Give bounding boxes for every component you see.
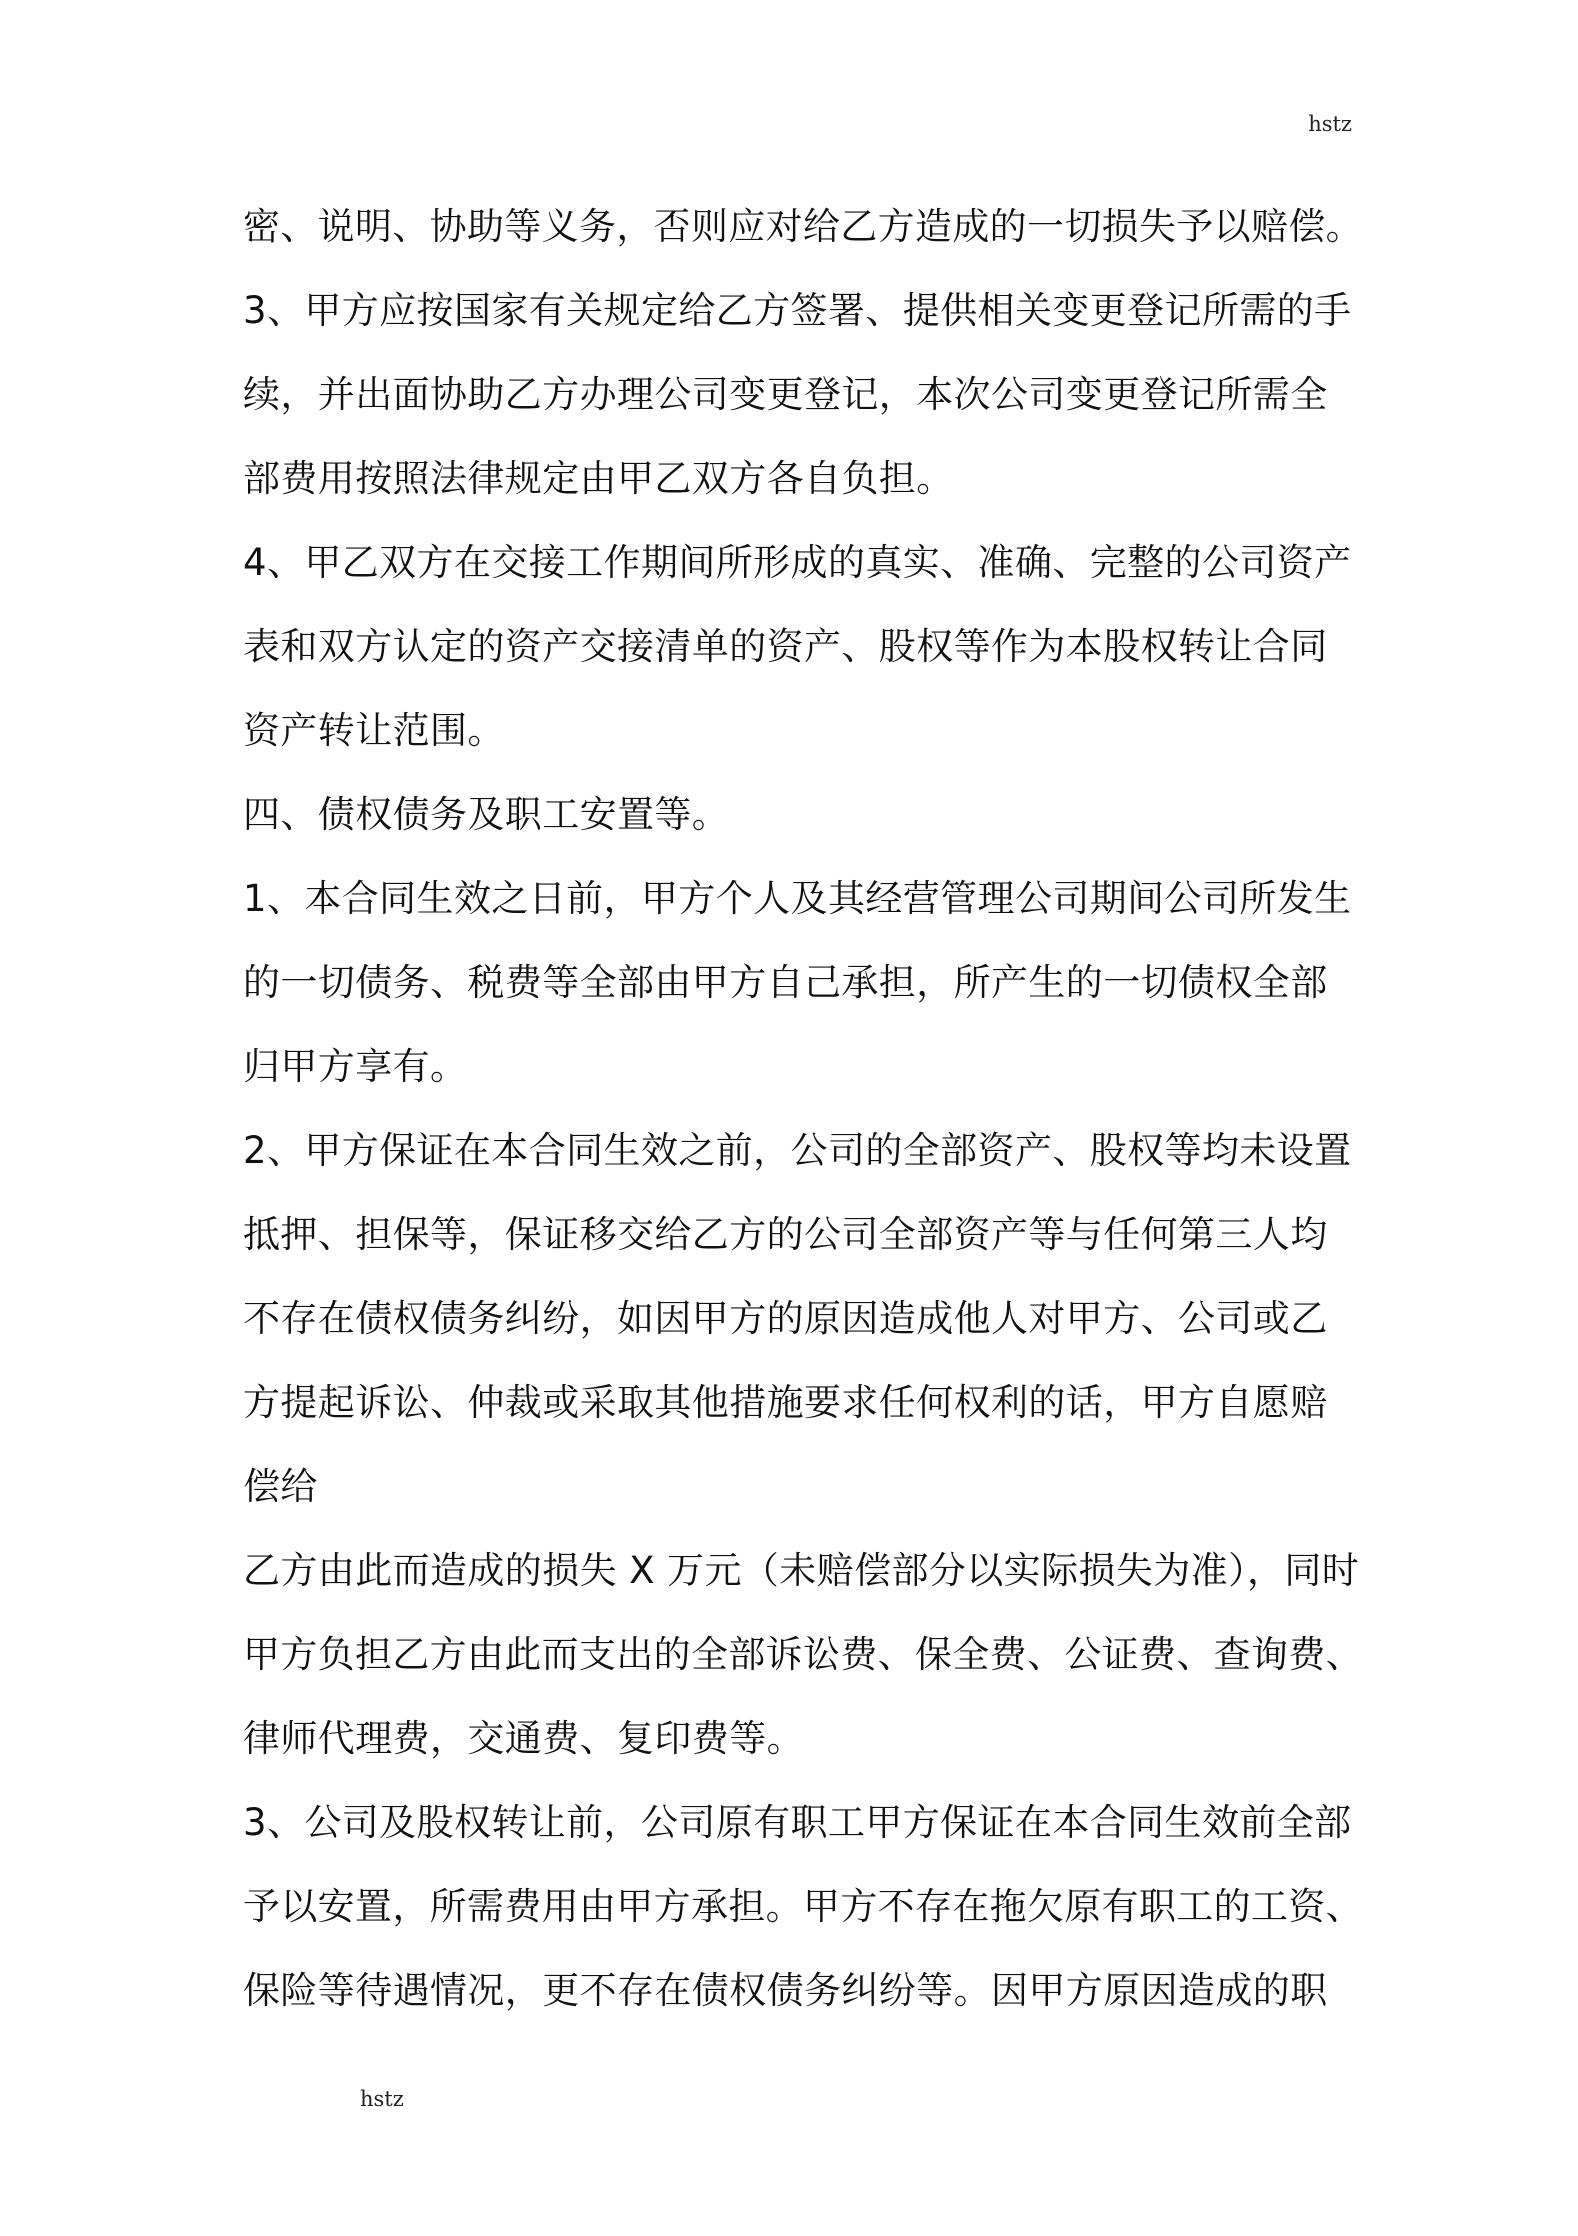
text-line: 不存在债权债务纠纷，如因甲方的原因造成他人对甲方、公司或乙 (243, 1297, 1328, 1340)
text-line: 2、甲方保证在本合同生效之前，公司的全部资产、股权等均未设置 (243, 1129, 1352, 1172)
text-line: 甲方负担乙方由此而支出的全部诉讼费、保全费、公证费、查询费、 (243, 1633, 1363, 1676)
page-header-mark: hstz (1308, 112, 1352, 136)
text-line: 律师代理费，交通费、复印费等。 (243, 1717, 804, 1760)
text-line: 1、本合同生效之日前，甲方个人及其经营管理公司期间公司所发生 (243, 877, 1352, 920)
text-line: 偿给 (243, 1465, 318, 1508)
page-footer-mark: hstz (360, 2087, 404, 2111)
text-line: 乙方由此而造成的损失 X 万元（未赔偿部分以实际损失为准），同时 (243, 1549, 1360, 1592)
text-line: 续，并出面协助乙方办理公司变更登记，本次公司变更登记所需全 (243, 373, 1328, 416)
text-line: 保险等待遇情况，更不存在债权债务纠纷等。因甲方原因造成的职 (243, 1969, 1328, 2012)
text-line: 3、公司及股权转让前，公司原有职工甲方保证在本合同生效前全部 (243, 1801, 1352, 1844)
section-heading: 四、债权债务及职工安置等。 (243, 793, 730, 836)
text-line: 予以安置，所需费用由甲方承担。甲方不存在拖欠原有职工的工资、 (243, 1885, 1363, 1928)
text-line: 抵押、担保等，保证移交给乙方的公司全部资产等与任何第三人均 (243, 1213, 1328, 1256)
text-line: 4、甲乙双方在交接工作期间所形成的真实、准确、完整的公司资产 (243, 541, 1352, 584)
text-line: 3、甲方应按国家有关规定给乙方签署、提供相关变更登记所需的手 (243, 289, 1352, 332)
text-line: 方提起诉讼、仲裁或采取其他措施要求任何权利的话，甲方自愿赔 (243, 1381, 1328, 1424)
text-line: 部费用按照法律规定由甲乙双方各自负担。 (243, 457, 954, 500)
text-line: 的一切债务、税费等全部由甲方自己承担，所产生的一切债权全部 (243, 961, 1328, 1004)
text-line: 归甲方享有。 (243, 1045, 468, 1088)
text-line: 密、说明、协助等义务，否则应对给乙方造成的一切损失予以赔偿。 (243, 205, 1363, 248)
text-line: 表和双方认定的资产交接清单的资产、股权等作为本股权转让合同 (243, 625, 1328, 668)
text-line: 资产转让范围。 (243, 709, 505, 752)
